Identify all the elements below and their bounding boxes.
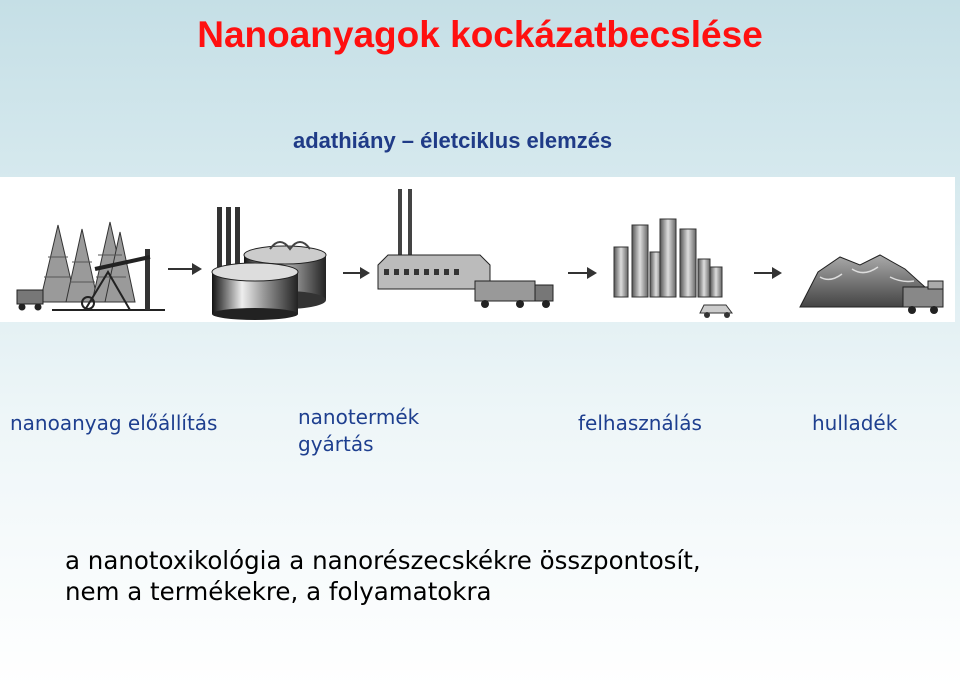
refinery-tanks-icon	[212, 207, 326, 320]
lifecycle-illustration	[0, 177, 955, 322]
arrow-right-icon	[754, 267, 782, 279]
stage-label-manufacturing-line2: gyártás	[298, 432, 374, 456]
stage-label-production: nanoanyag előállítás	[10, 411, 218, 435]
landfill-icon	[800, 255, 943, 314]
note-text	[65, 545, 701, 607]
factory-truck-icon	[378, 189, 553, 308]
stage-label-manufacturing-line1: nanotermék	[298, 405, 420, 429]
city-buildings-icon	[614, 219, 732, 318]
arrow-right-icon	[343, 267, 370, 279]
note-line1: a nanotoxikológia a nanorészecskékre összpontosít,	[65, 546, 701, 575]
arrow-right-icon	[168, 263, 202, 275]
note-line2: nem a termékekre, a folyamatokra	[65, 577, 492, 606]
page-title: Nanoanyagok kockázatbecslése	[197, 14, 763, 55]
arrow-right-icon	[568, 267, 597, 279]
stage-label-waste: hulladék	[812, 411, 898, 435]
stage-label-use: felhasználás	[578, 411, 702, 435]
forest-oil-pump-icon	[17, 222, 165, 311]
page-subtitle: adathiány – életciklus elemzés	[293, 128, 613, 153]
stage-label-manufacturing	[298, 404, 419, 458]
